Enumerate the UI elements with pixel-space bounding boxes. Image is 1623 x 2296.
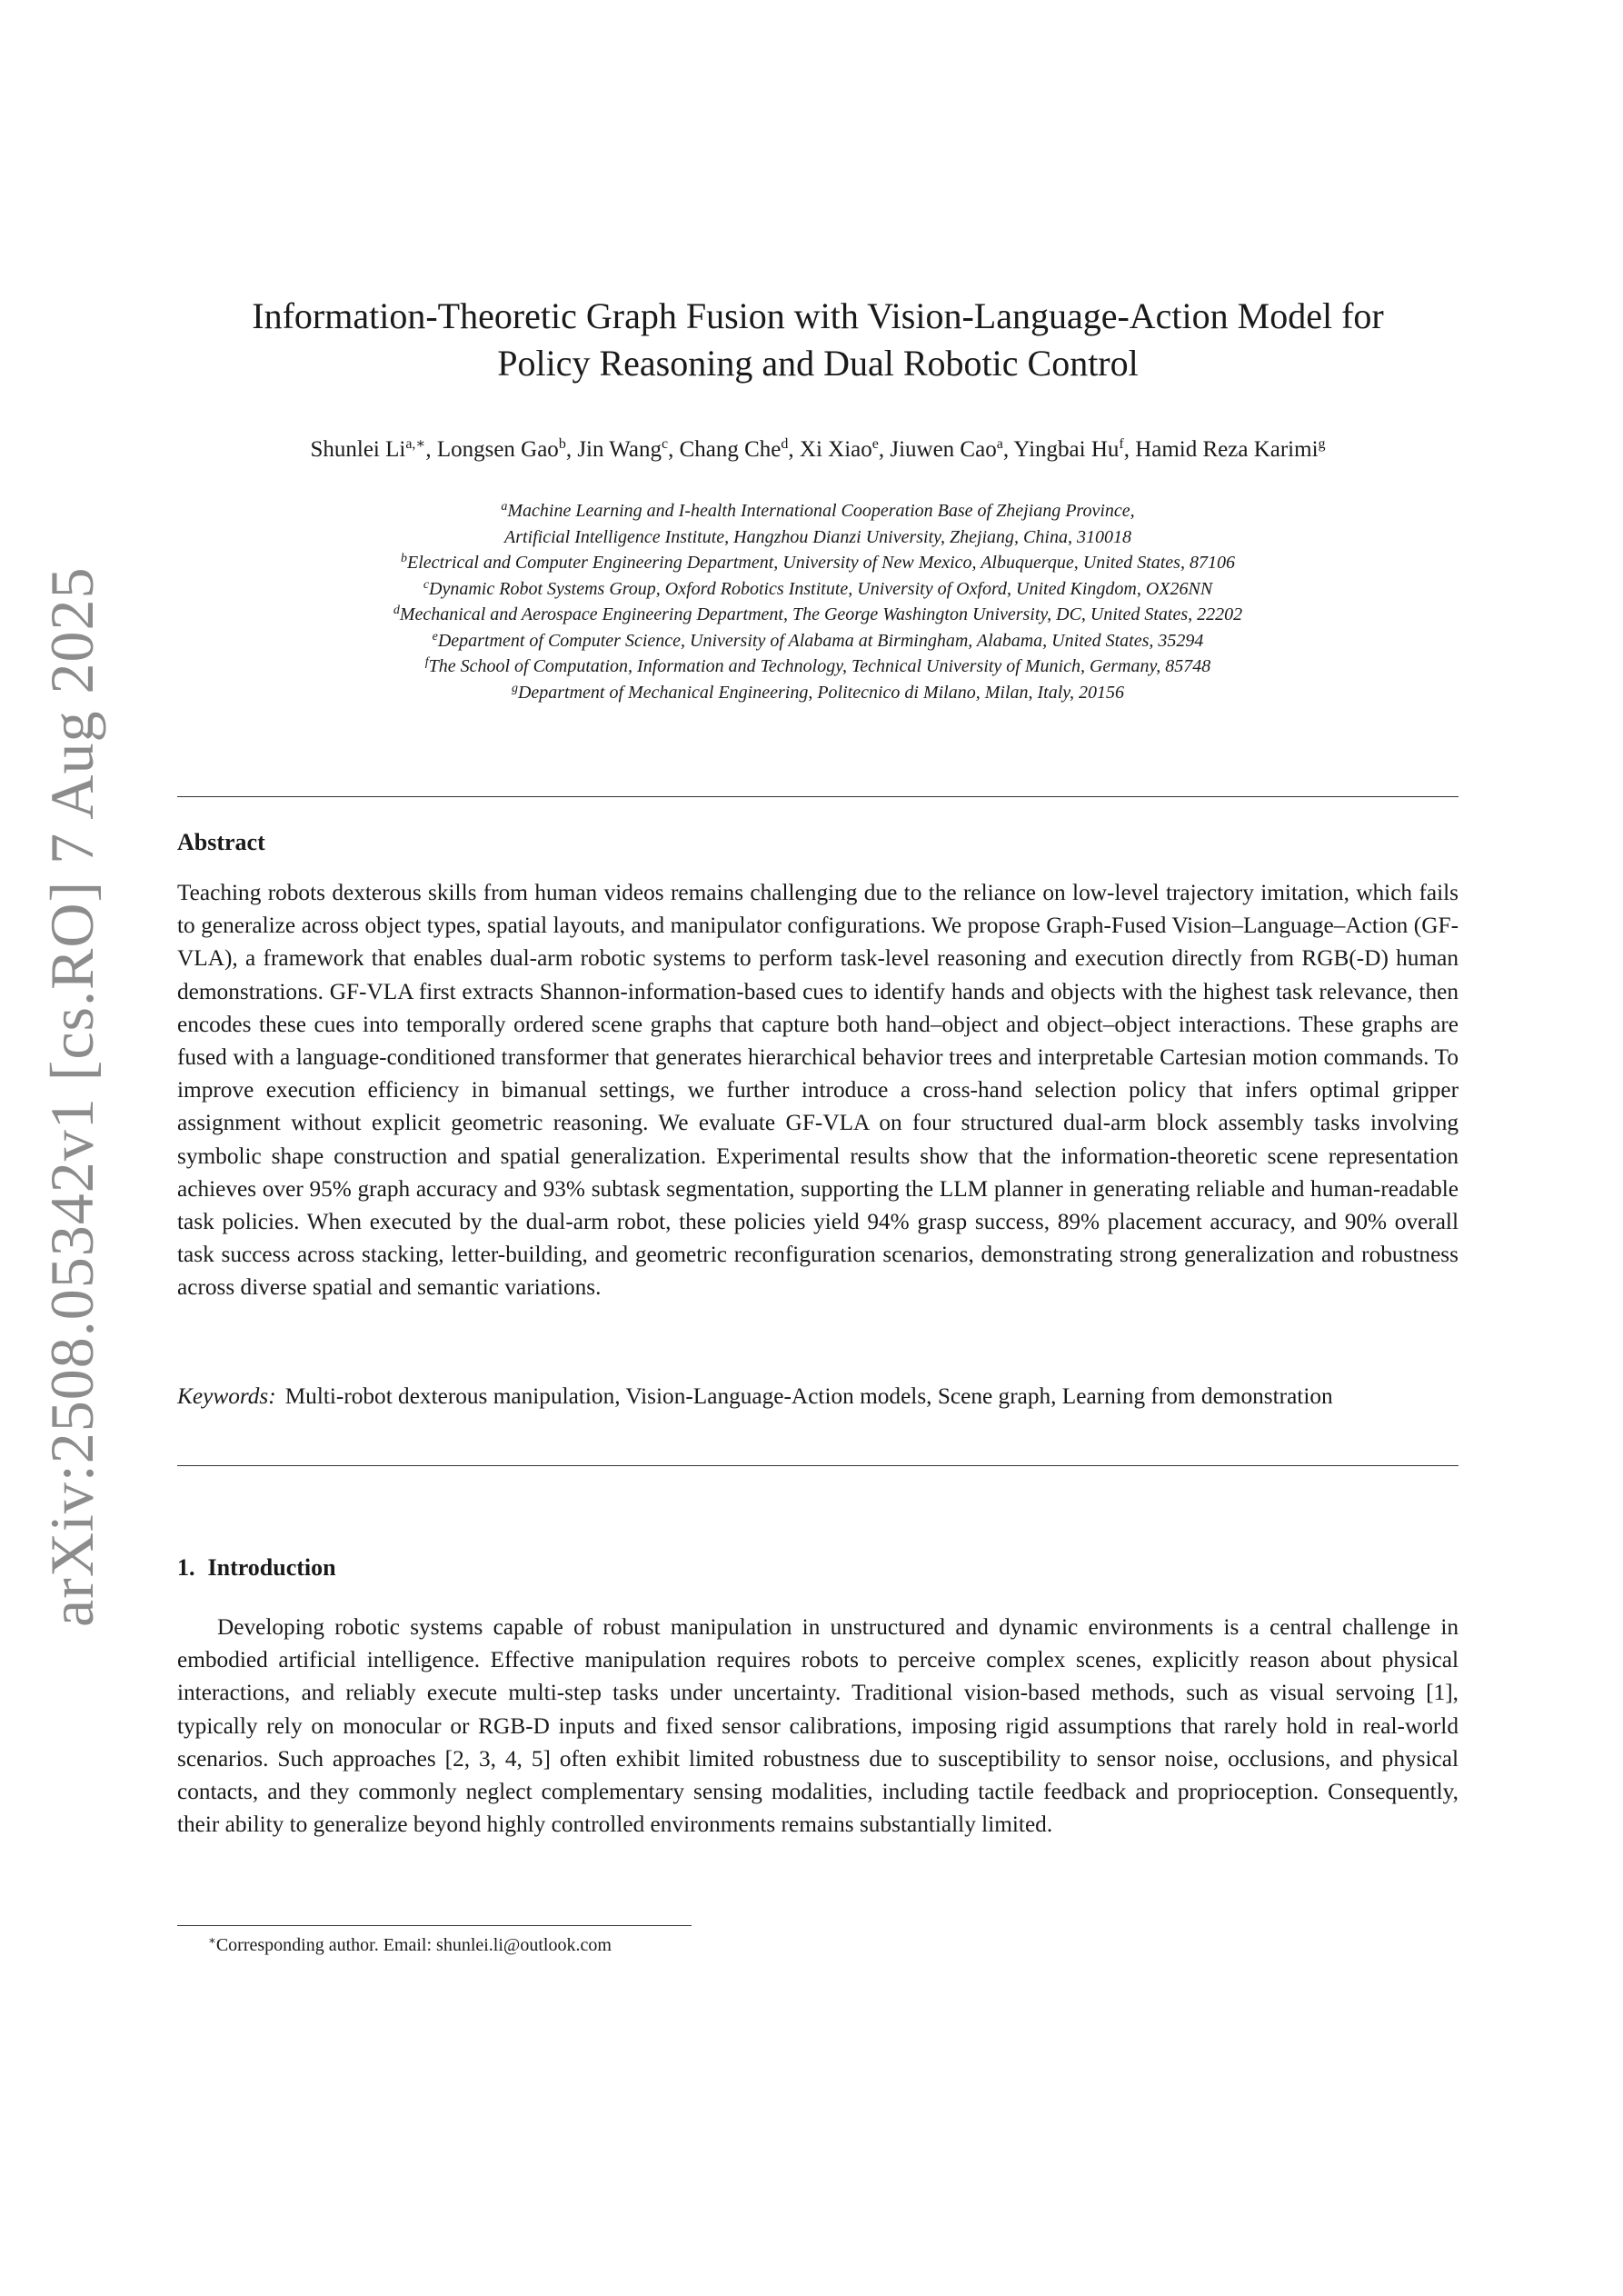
affiliation-text: Mechanical and Aerospace Engineering Department, The George Washington University, DC, United States, 22202	[399, 604, 1243, 624]
author-affiliation-mark: f	[1119, 436, 1124, 452]
author-affiliation-mark: d	[781, 436, 789, 452]
affiliation-list	[177, 498, 1459, 705]
author	[680, 437, 800, 462]
author-name: Shunlei Li	[310, 437, 406, 462]
author-name: Chang Che	[679, 437, 782, 462]
affiliation	[177, 550, 1459, 576]
affiliation	[177, 654, 1459, 680]
affiliation-mark: a	[501, 500, 508, 514]
affiliation	[177, 602, 1459, 628]
author-separator: ,	[668, 437, 680, 462]
affiliation	[177, 680, 1459, 706]
affiliation-mark: f	[424, 655, 429, 669]
affiliation	[177, 628, 1459, 654]
abstract-heading: Abstract	[177, 829, 265, 855]
affiliation-mark: g	[511, 681, 518, 695]
author-affiliation-mark: b	[558, 436, 566, 452]
author	[437, 437, 578, 462]
affiliation-text: Artificial Intelligence Institute, Hangzhou Dianzi University, Zhejiang, China, 310018	[504, 526, 1131, 547]
affiliation-text: Dynamic Robot Systems Group, Oxford Robotics Institute, University of Oxford, United Kingdom, OX26NN	[429, 578, 1213, 599]
affiliation-mark: c	[423, 577, 430, 592]
affiliation-text: Department of Computer Science, University of Alabama at Birmingham, Alabama, United States, 35294	[437, 630, 1204, 651]
introduction-paragraph: Developing robotic systems capable of robust manipulation in unstructured and dynamic environments is a central challenge in embodied artificial intelligence. Effective manipulation requires robots to perceive complex scenes, explicitly reason about physical interactions, and reliably execute multi-step tasks under uncertainty. Traditional vision-based methods, such as visual servoing [1], typically rely on monocular or RGB-D inputs and fixed sensor calibrations, imposing rigid assumptions that rarely hold in real-world scenarios. Such approaches [2, 3, 4, 5] often exhibit limited robustness due to susceptibility to sensor noise, occlusions, and physical contacts, and they commonly neglect complementary sensing modalities, including tactile feedback and proprioception. Consequently, their ability to generalize beyond highly controlled environments remains substantially limited.	[177, 1614, 1459, 1838]
section-heading-introduction	[177, 1554, 336, 1582]
section-number: 1.	[177, 1554, 195, 1581]
affiliation-text: Machine Learning and I-health International Cooperation Base of Zhejiang Province,	[507, 501, 1135, 521]
affiliation-mark: b	[401, 552, 408, 565]
affiliation-text: Electrical and Computer Engineering Department, University of New Mexico, Albuquerque, United States, 87106	[407, 553, 1235, 573]
paper-title-line-1: Information-Theoretic Graph Fusion with Vision-Language-Action Model for	[252, 295, 1384, 336]
author	[890, 437, 1013, 462]
author-separator: ,	[878, 437, 891, 462]
affiliation-mark: d	[393, 604, 400, 617]
author	[310, 437, 436, 462]
author-list	[177, 434, 1459, 465]
arxiv-identifier-stamp: arXiv:2508.05342v1 [cs.RO] 7 Aug 2025	[37, 566, 106, 1627]
abstract-text: Teaching robots dexterous skills from human videos remains challenging due to the reliance on low-level trajectory imitation, which fails to generalize across object types, spatial layouts, and manipulator configurations. We propose Graph-Fused Vision–Language–Action (GF-VLA), a framework that enables dual-arm robotic systems to perform task-level reasoning and execution directly from RGB(-D) human demonstrations. GF-VLA first extracts Shannon-information-based cues to identify hands and objects with the highest task relevance, then encodes these cues into temporally ordered scene graphs that capture both hand–object and object–object interactions. These graphs are fused with a language-conditioned transformer that generates hierarchical behavior trees and interpretable Cartesian motion commands. To improve execution efficiency in bimanual settings, we further introduce a cross-hand selection policy that infers optimal gripper assignment without explicit geometric reasoning. We evaluate GF-VLA on four structured dual-arm block assembly tasks involving symbolic shape construction and spatial generalization. Experimental results show that the information-theoretic scene representation achieves over 95% graph accuracy and 93% subtask segmentation, supporting the LLM planner in generating reliable and human-readable task policies. When executed by the dual-arm robot, these policies yield 94% grasp success, 89% placement accuracy, and 90% overall task success across stacking, letter-building, and geometric reconfiguration scenarios, demonstrating strong generalization and robustness across diverse spatial and semantic variations.	[177, 880, 1459, 1301]
author-name: Yingbai Hu	[1013, 437, 1120, 462]
author-separator: ,	[1002, 437, 1014, 462]
author-affiliation-mark: a,∗	[405, 436, 426, 452]
affiliation-text: Department of Mechanical Engineering, Politecnico di Milano, Milan, Italy, 20156	[517, 682, 1125, 703]
author-name: Longsen Gao	[436, 437, 559, 462]
author	[1135, 437, 1325, 462]
affiliation-text: The School of Computation, Information and Technology, Technical University of Munich, Germany, 85748	[428, 656, 1211, 676]
author	[800, 437, 890, 462]
author-name: Jiuwen Cao	[890, 437, 997, 462]
author	[1013, 437, 1135, 462]
keywords-label: Keywords:	[177, 1383, 276, 1409]
footnote-text: Corresponding author. Email: shunlei.li@outlook.com	[215, 1935, 612, 1955]
author-affiliation-mark: a	[996, 436, 1003, 452]
affiliation-mark: e	[432, 629, 438, 644]
keywords	[177, 1380, 1459, 1413]
author-name: Xi Xiao	[799, 437, 872, 462]
affiliation	[177, 524, 1459, 551]
author	[577, 437, 679, 462]
author-name: Hamid Reza Karimi	[1135, 437, 1319, 462]
author-name: Jin Wang	[577, 437, 662, 462]
section-title: Introduction	[207, 1554, 336, 1581]
author-affiliation-mark: g	[1318, 436, 1326, 452]
keywords-text: Multi-robot dexterous manipulation, Vision-Language-Action models, Scene graph, Learning from demonstration	[284, 1383, 1333, 1409]
author-affiliation-mark: e	[871, 436, 879, 452]
author-separator: ,	[788, 437, 800, 462]
paper-title	[177, 293, 1459, 387]
footnote	[208, 1932, 612, 1958]
footnote-mark: ∗	[208, 1933, 216, 1947]
author-separator: ,	[1123, 437, 1136, 462]
affiliation	[177, 576, 1459, 603]
author-affiliation-mark: c	[661, 436, 669, 452]
abstract-top-rule	[177, 796, 1459, 797]
paper-title-line-2: Policy Reasoning and Dual Robotic Control	[497, 343, 1139, 384]
author-separator: ,	[565, 437, 578, 462]
author-separator: ,	[425, 437, 437, 462]
abstract-bottom-rule	[177, 1465, 1459, 1466]
affiliation	[177, 498, 1459, 524]
footnote-rule	[177, 1925, 692, 1926]
